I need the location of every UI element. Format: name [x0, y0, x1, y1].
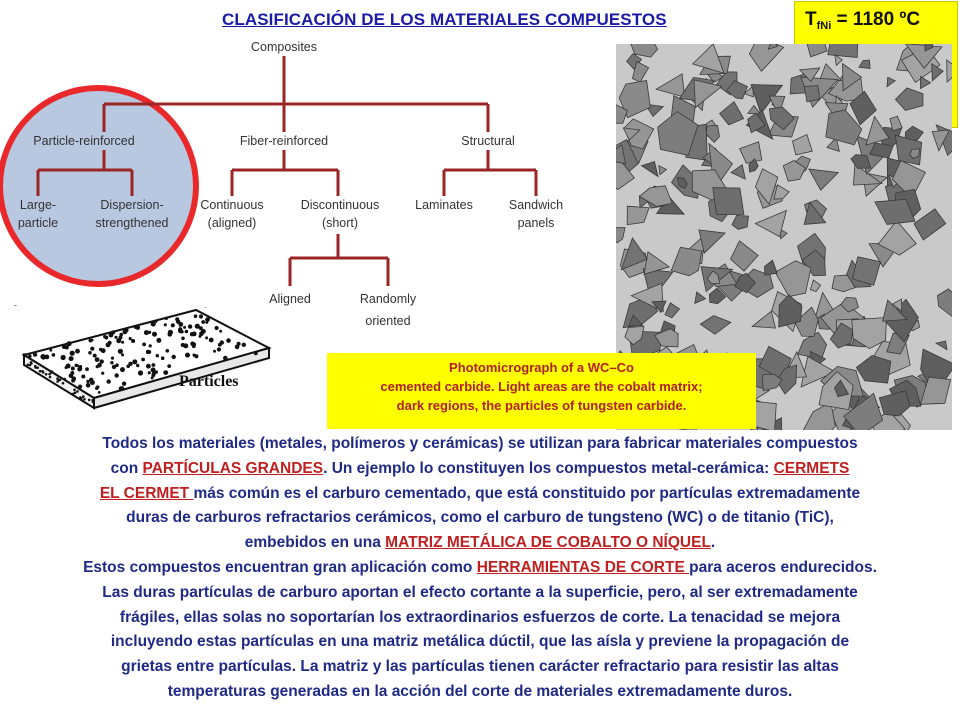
- node-dispersion-1: Dispersion-: [100, 198, 164, 212]
- highlight-particulas-grandes: PARTÍCULAS GRANDES: [142, 459, 324, 477]
- body-line-5: embebidos en una MATRIZ METÁLICA DE COBALTO O NÍQUEL.: [244, 534, 716, 552]
- node-randomly-1: Randomly: [359, 292, 417, 306]
- node-dispersion-2: strengthened: [95, 216, 169, 230]
- caption-line-1: Photomicrograph of a WC–Co: [449, 360, 634, 375]
- node-continuous-2: (aligned): [207, 216, 257, 230]
- particle-highlight-circle: [0, 88, 196, 284]
- caption-line-3: dark regions, the particles of tungsten carbide.: [396, 398, 687, 413]
- node-randomly-2: oriented: [365, 314, 411, 328]
- melting-point-fni: $T_{fNi} = 1180$ ºC: [805, 9, 921, 32]
- body-line-9: incluyendo estas partículas en una matriz metálica dúctil, que las aísla y previene la propagación de: [110, 633, 850, 651]
- node-large-particle-1: Large-: [19, 198, 57, 212]
- page-title: CLASIFICACIÓN DE LOS MATERIALES COMPUESTOS: [222, 10, 667, 29]
- node-continuous-1: Continuous: [200, 198, 264, 212]
- node-discontinuous-2: (short): [321, 216, 359, 230]
- node-laminates: Laminates: [415, 198, 473, 212]
- body-line-4: duras de carburos refractarios cerámicos, como el carburo de tungsteno (WC) o de titanio (TiC),: [126, 509, 834, 527]
- composites-classification-tree: [0, 36, 620, 336]
- node-aligned: Aligned: [269, 292, 311, 306]
- body-line-8: frágiles, ellas solas no soportarían los extraordinarios esfuerzos de corte. La tenacidad se mejora: [119, 608, 841, 626]
- body-line-7: Las duras partículas de carburo aportan el efecto cortante a la superficie, pero, al ser extremadamente: [102, 583, 858, 601]
- svg-text:.: .: [204, 300, 207, 310]
- node-composites: Composites: [251, 40, 317, 54]
- highlight-herramientas-de-corte: HERRAMIENTAS DE CORTE: [476, 558, 690, 576]
- node-discontinuous-1: Discontinuous: [300, 198, 380, 212]
- node-fiber-reinforced: Fiber-reinforced: [239, 134, 329, 148]
- svg-text:-: -: [14, 300, 17, 310]
- node-sandwich-1: Sandwich: [508, 198, 564, 212]
- body-line-11: temperaturas generadas en la acción del corte de materiales extremadamente duros.: [167, 682, 793, 700]
- node-large-particle-2: particle: [17, 216, 59, 230]
- caption-line-2: cemented carbide. Light areas are the cobalt matrix;: [380, 379, 703, 394]
- particles-illustration: [14, 300, 334, 410]
- body-line-1: Todos los materiales (metales, polímeros y cerámicas) se utilizan para fabricar materiales compuestos: [102, 435, 858, 452]
- highlight-el-cermet: EL CERMET: [99, 484, 194, 502]
- node-particle-reinforced: Particle-reinforced: [33, 134, 135, 148]
- photomicrograph-caption: [327, 353, 756, 429]
- body-text: [6, 432, 954, 705]
- node-sandwich-2: panels: [517, 216, 555, 230]
- body-line-6: Estos compuestos encuentran gran aplicación como HERRAMIENTAS DE CORTE para aceros endurecidos.: [83, 558, 877, 576]
- highlight-cermets: CERMETS: [773, 459, 850, 477]
- body-line-2: con PARTÍCULAS GRANDES. Un ejemplo lo constituyen los compuestos metal-cerámica: CERMETS: [110, 459, 850, 477]
- highlight-matriz-metalica: MATRIZ METÁLICA DE COBALTO O NÍQUEL: [385, 534, 711, 552]
- body-line-3: EL CERMET más común es el carburo cementado, que está constituido por partículas extremadamente: [99, 484, 861, 502]
- particles-label: Particles: [179, 373, 239, 390]
- body-line-10: grietas entre partículas. La matriz y las partículas tienen carácter refractario para resistir las altas: [121, 658, 839, 676]
- node-structural: Structural: [461, 134, 515, 148]
